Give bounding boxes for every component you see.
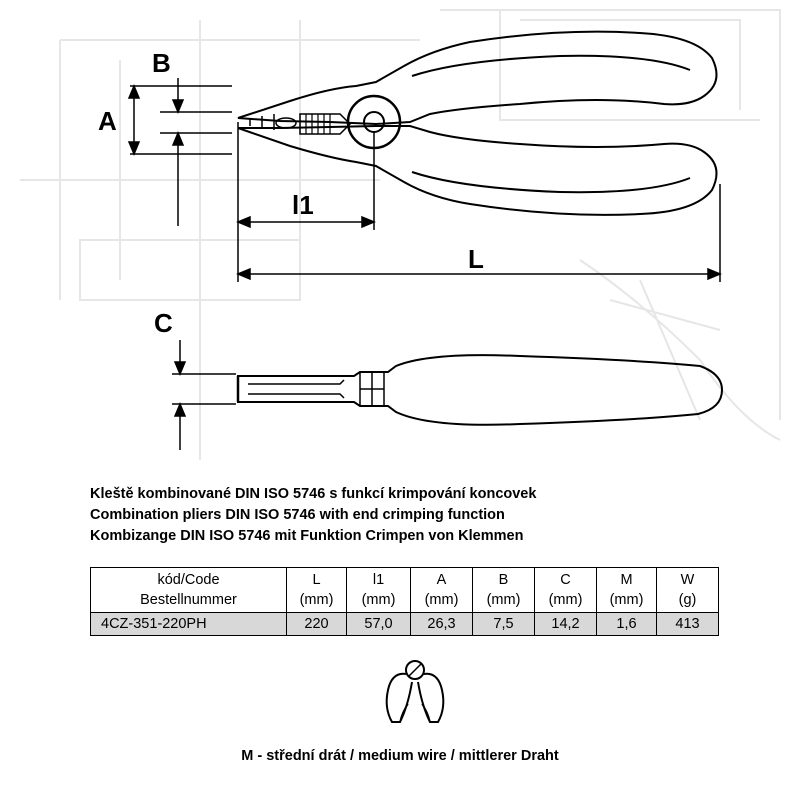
dimension-label-a: A [98,106,117,136]
title-german: Kombizange DIN ISO 5746 mit Funktion Crimpen von Klemmen [90,528,524,544]
dimension-lines-side [172,340,236,450]
title-english: Combination pliers DIN ISO 5746 with end crimping function [90,507,505,523]
dimension-label-l: L [468,244,484,274]
cell-b: 7,5 [473,613,535,636]
product-titles [90,484,536,547]
pliers-top-view [238,32,717,215]
header-a: A (mm) [411,568,473,613]
header-length: L (mm) [287,568,347,613]
header-code: kód/Code Bestellnummer [91,568,287,613]
cell-weight: 413 [657,613,719,636]
cell-code: 4CZ-351-220PH [91,613,287,636]
header-m: M (mm) [597,568,657,613]
dimension-label-c: C [154,308,173,338]
header-l1: l1 (mm) [347,568,411,613]
header-b: B (mm) [473,568,535,613]
cell-length: 220 [287,613,347,636]
cell-c: 14,2 [535,613,597,636]
background-sketch-watermark [20,10,780,460]
cell-a: 26,3 [411,613,473,636]
dimension-label-b: B [152,48,171,78]
pliers-side-view [238,355,722,425]
cell-l1: 57,0 [347,613,411,636]
table-row [91,613,719,636]
table-header-row [91,568,719,613]
specification-table [90,567,719,636]
title-czech: Kleště kombinované DIN ISO 5746 s funkcí krimpování koncovek [90,486,537,502]
header-c: C (mm) [535,568,597,613]
header-weight: W (g) [657,568,719,613]
crimp-wire-icon [378,656,452,732]
wire-caption: M - střední drát / medium wire / mittlerer Draht [241,748,559,764]
cell-m: 1,6 [597,613,657,636]
dimension-label-l1: l1 [292,190,314,220]
